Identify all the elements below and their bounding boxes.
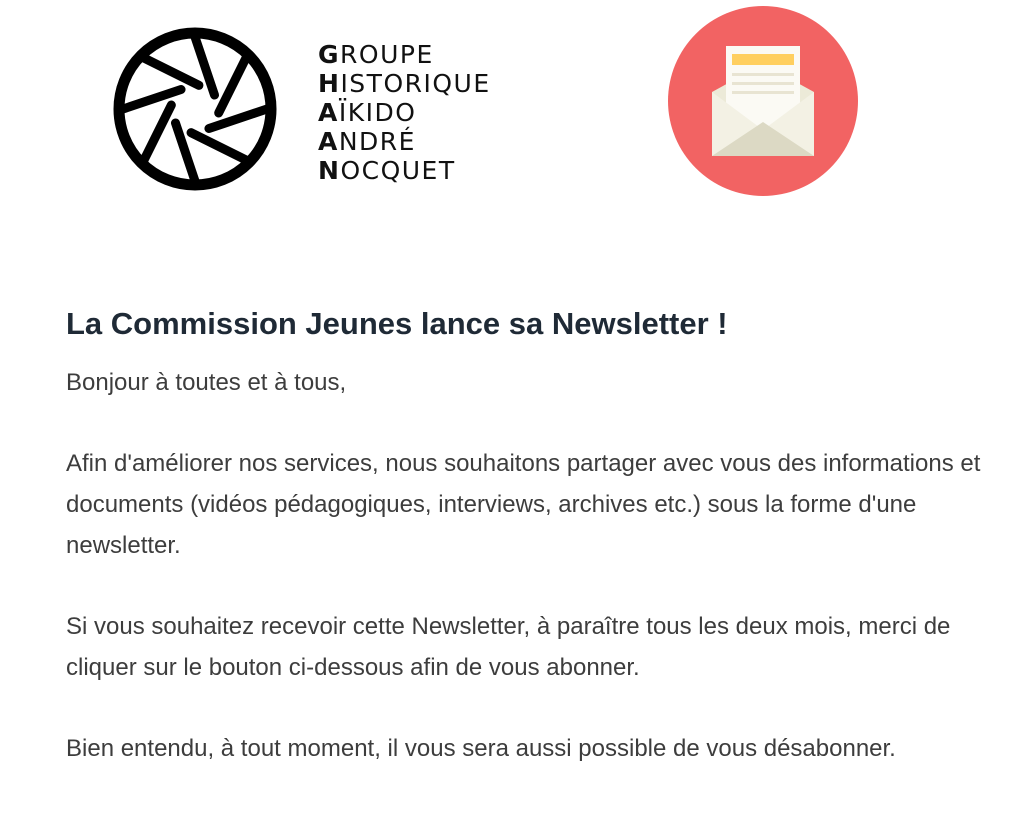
letter-line [732,82,794,85]
article-title: La Commission Jeunes lance sa Newsletter ! [66,306,728,341]
logo-line: HISTORIQUE [318,69,491,98]
letter-line [732,91,794,94]
logo-line: AÏKIDO [318,98,417,127]
aperture-emblem-icon [112,26,278,192]
logo-line: ANDRÉ [318,127,416,156]
aperture-blade [144,58,199,85]
aperture-blade [191,133,246,160]
envelope-letter-icon [668,6,858,196]
group-logo-wordmark [318,40,491,185]
email-header [0,0,1029,220]
logo-line: GROUPE [318,40,434,69]
aperture-blade [219,58,246,113]
aperture-blade [144,105,171,160]
letter-header-bar [732,54,794,65]
body-paragraph: Si vous souhaitez recevoir cette Newsletter, à paraître tous les deux mois, merci de cliquer sur le bouton ci-dessous afin de vous abonner. [66,613,951,681]
newsletter-announcement [66,300,986,769]
letter-line [732,73,794,76]
body-paragraph: Afin d'améliorer nos services, nous souhaitons partager avec vous des informations et documents (vidéos pédagogiques, interviews, archives etc.) sous la forme d'une newsletter. [66,450,981,559]
body-paragraph: Bien entendu, à tout moment, il vous sera aussi possible de vous désabonner. [66,735,896,762]
logo-line: NOCQUET [318,156,456,185]
greeting-text: Bonjour à toutes et à tous, [66,369,347,396]
